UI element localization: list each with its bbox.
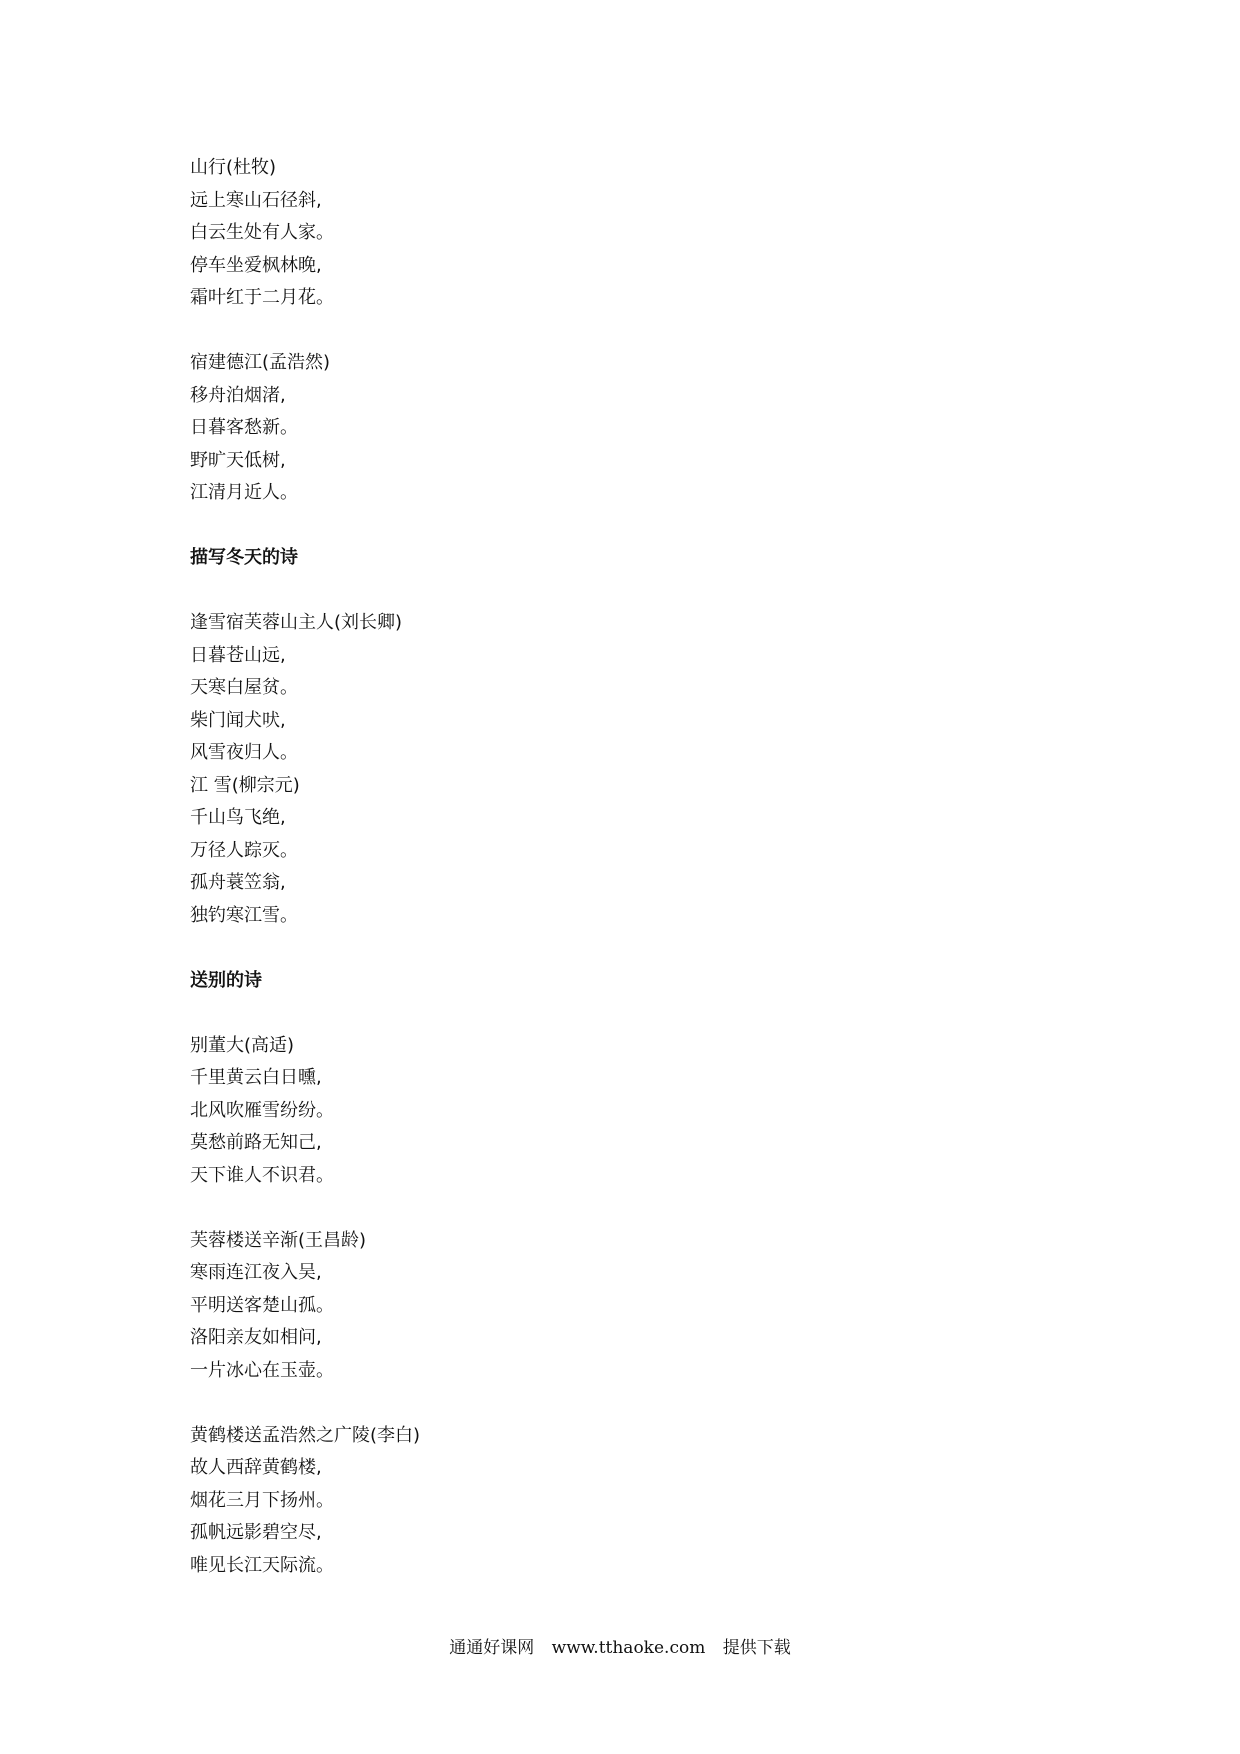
text-line: 远上寒山石径斜, xyxy=(190,189,322,211)
section-heading: 送别的诗 xyxy=(190,969,262,991)
blank-line xyxy=(190,575,1090,608)
blank-line xyxy=(190,315,1090,348)
text-line: 江 雪(柳宗元) xyxy=(190,774,300,796)
text-line: 平明送客楚山孤。 xyxy=(190,1294,334,1316)
text-line: 万径人踪灭。 xyxy=(190,839,298,861)
text-line: 天下谁人不识君。 xyxy=(190,1164,334,1186)
text-line: 移舟泊烟渚, xyxy=(190,384,286,406)
footer-note: 提供下载 xyxy=(722,1638,791,1658)
text-line: 北风吹雁雪纷纷。 xyxy=(190,1099,334,1121)
text-line: 天寒白屋贫。 xyxy=(190,677,298,698)
text-line: 唯见长江天际流。 xyxy=(190,1554,334,1576)
text-line: 江清月近人。 xyxy=(190,482,298,503)
text-line: 千山鸟飞绝, xyxy=(190,807,286,828)
page-footer xyxy=(0,1636,1240,1660)
blank-line xyxy=(190,997,1090,1030)
text-line: 风雪夜归人。 xyxy=(190,742,298,763)
text-line: 寒雨连江夜入吴, xyxy=(190,1262,322,1283)
footer-site-name: 通通好课网 xyxy=(449,1638,535,1658)
blank-line xyxy=(190,510,1090,543)
document-body xyxy=(190,152,1090,1582)
text-line: 山行(杜牧) xyxy=(190,157,277,178)
text-line: 黄鹤楼送孟浩然之广陵(李白) xyxy=(190,1424,421,1446)
section-heading: 描写冬天的诗 xyxy=(190,547,298,568)
text-line: 孤帆远影碧空尽, xyxy=(190,1522,322,1543)
text-line: 霜叶红于二月花。 xyxy=(190,287,334,308)
text-line: 日暮苍山远, xyxy=(190,644,286,666)
text-line: 故人西辞黄鹤楼, xyxy=(190,1457,322,1478)
text-line: 宿建德江(孟浩然) xyxy=(190,352,331,373)
text-line: 独钓寒江雪。 xyxy=(190,904,298,926)
blank-line xyxy=(190,1192,1090,1225)
text-line: 野旷天低树, xyxy=(190,449,286,471)
text-line: 千里黄云白日曛, xyxy=(190,1067,322,1088)
text-line: 洛阳亲友如相问, xyxy=(190,1327,322,1348)
text-line: 一片冰心在玉壶。 xyxy=(190,1359,334,1381)
text-line: 白云生处有人家。 xyxy=(190,222,334,243)
text-line: 孤舟蓑笠翁, xyxy=(190,872,286,893)
text-line: 别董大(高适) xyxy=(190,1034,295,1056)
footer-url: www.tthaoke.com xyxy=(551,1638,706,1658)
text-line: 柴门闻犬吠, xyxy=(190,709,286,731)
text-line: 烟花三月下扬州。 xyxy=(190,1489,334,1511)
text-line: 停车坐爱枫林晚, xyxy=(190,254,322,276)
text-line: 逢雪宿芙蓉山主人(刘长卿) xyxy=(190,612,403,633)
text-line: 日暮客愁新。 xyxy=(190,417,298,438)
blank-line xyxy=(190,932,1090,965)
text-line: 莫愁前路无知己, xyxy=(190,1132,322,1153)
text-line: 芙蓉楼送辛渐(王昌龄) xyxy=(190,1229,367,1251)
blank-line xyxy=(190,1387,1090,1420)
